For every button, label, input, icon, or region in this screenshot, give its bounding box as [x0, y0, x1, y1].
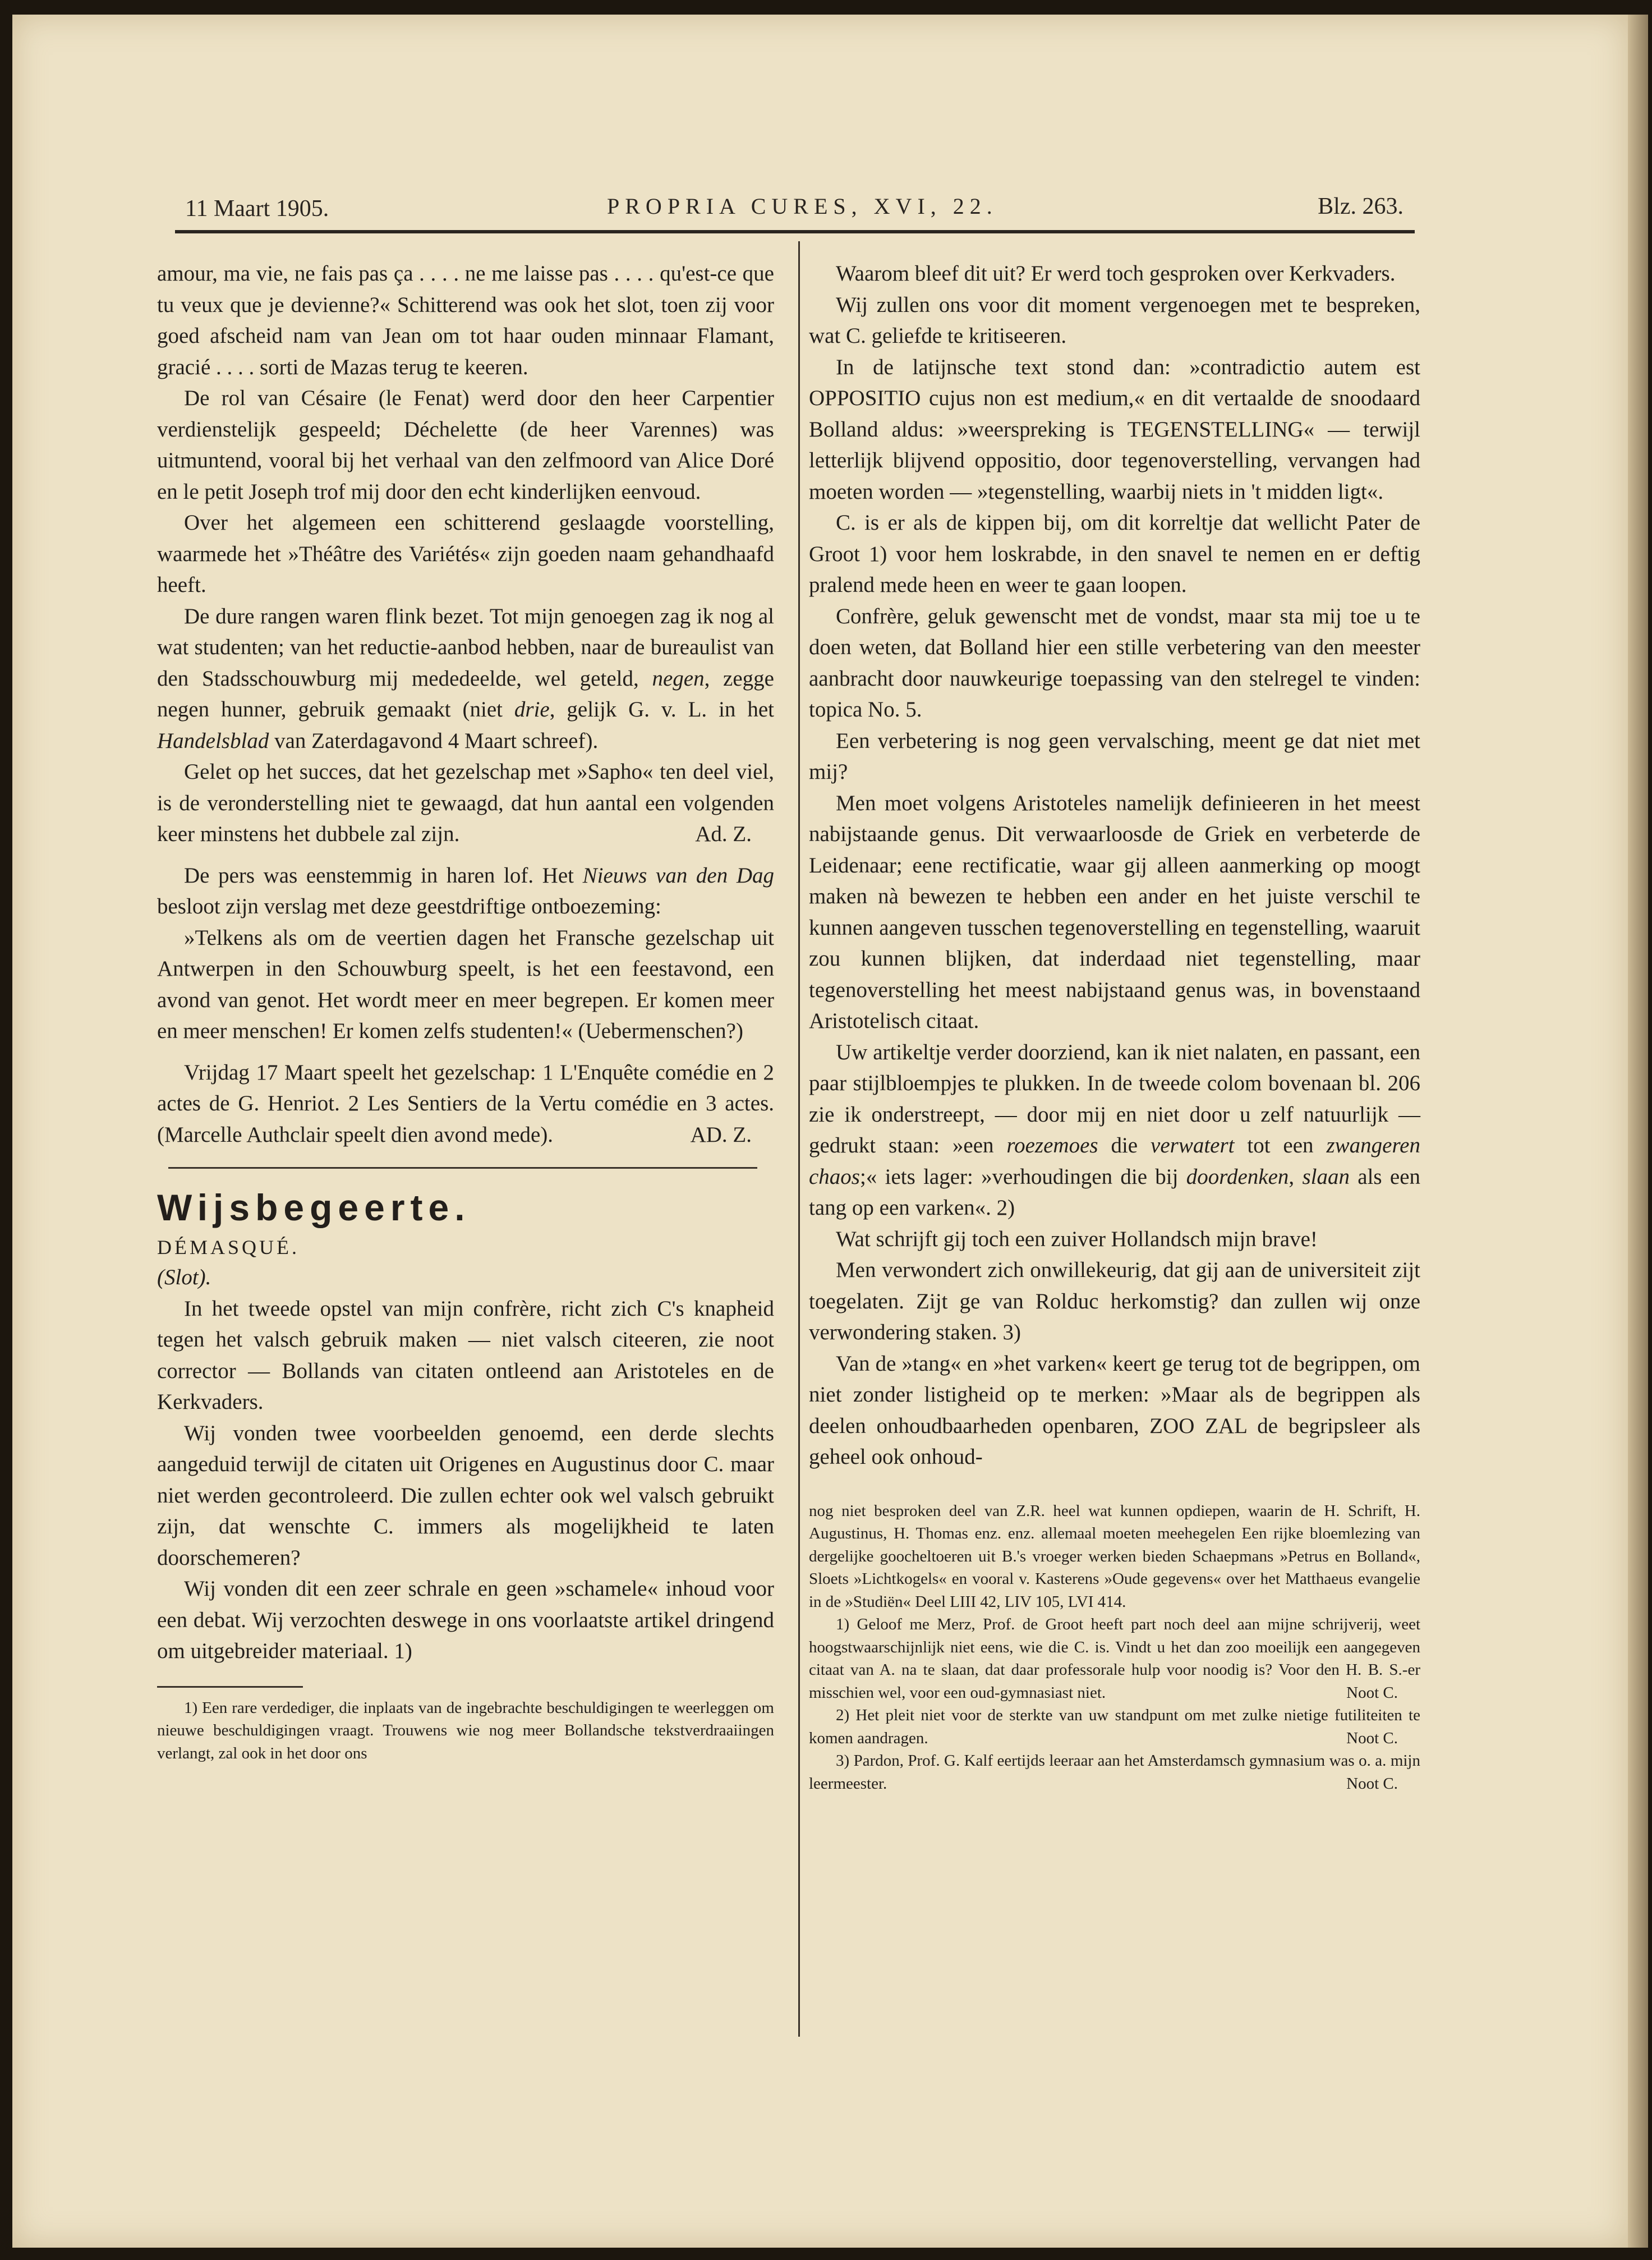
paragraph: Over het algemeen een schitterend geslaagde voorstelling, waarmede het »Théâtre des Variétés« zijn goeden naam gehandhaafd heeft. — [157, 511, 774, 597]
header-rule — [175, 230, 1415, 233]
paragraph: De dure rangen waren flink bezet. Tot mijn genoegen zag ik nog al wat studenten; van het reductie-aanbod hebben, naar de bureaulist van den Stadsschouwburg mij mededeelde, wel geteld, negen, zegge negen hunner, gebruik gemaakt (niet drie, gelijk G. v. L. in het Handelsblad van Zaterdagavond 4 Maart schreef). — [157, 604, 774, 753]
article-subtitle: (Slot). — [157, 1265, 211, 1289]
paragraph: Wij zullen ons voor dit moment vergenoegen met te bespreken, wat C. geliefde te kritiseeren. — [809, 292, 1420, 348]
right-column — [809, 258, 1420, 1795]
paragraph: De rol van Césaire (le Fenat) werd door den heer Carpentier verdienstelijk gespeeld; Déchelette (de heer Varennes) was uitmuntend, vooral bij het verhaal van den zelfmoord van Alice Doré en le petit Joseph trof mij door den echt kinderlijken eenvoud. — [157, 386, 774, 504]
footnote-rule — [157, 1686, 303, 1688]
section-title: Wijsbegeerte. — [157, 1187, 471, 1228]
page-header — [175, 185, 1415, 230]
paragraph: Waarom bleef dit uit? Er werd toch gesproken over Kerkvaders. — [836, 261, 1396, 286]
footnote-signature: Noot C. — [1346, 1774, 1398, 1793]
paragraph: De pers was eenstemmig in haren lof. Het Nieuws van den Dag besloot zijn verslag met deze geestdriftige ontboezeming: — [157, 863, 774, 918]
paragraph: In het tweede opstel van mijn confrère, richt zich C's knapheid tegen het valsch gebruik maken — niet valsch citeeren, zie noot corrector — Bollands van citaten ontleend aan Aristoteles en de Kerkvaders. — [157, 1296, 774, 1414]
section-rule — [168, 1167, 757, 1169]
footnote: 2) Het pleit niet voor de sterkte van uw standpunt om met zulke nietige futiliteiten te komen aandragen. — [809, 1706, 1420, 1747]
journal-title: PROPRIA CURES, XVI, 22. — [607, 194, 998, 219]
signature: AD. Z. — [690, 1122, 752, 1147]
paragraph: Wat schrijft gij toch een zuiver Hollandsch mijn brave! — [836, 1227, 1318, 1251]
footnote: 1) Geloof me Merz, Prof. de Groot heeft part noch deel aan mijne schrijverij, weet hoogstwaarschijnlijk niet eens, wie die C. is. Vindt u het dan zoo moeilijk een aangegeven citaat van A. na te slaan, dat daar professorale hulp voor noodig is? Voor den H. B. S.-er misschien wel, voor een oud-gymnasiast niet. — [809, 1615, 1420, 1702]
footnotes — [809, 1500, 1420, 1795]
footnote: nog niet besproken deel van Z.R. heel wat kunnen opdiepen, waarin de H. Schrift, H. Augustinus, H. Thomas enz. enz. allemaal moeten meehegelen Een rijke bloemlezing van dergelijke goocheltoeren uit B.'s vroeger werken bieden Schaepmans »Petrus en Bolland«, Sloets »Lichtkogels« en vooral v. Kasterens »Oude gegevens« over het Matthaeus evangelie in de »Studiën« Deel LIII 42, LIV 105, LVI 414. — [809, 1501, 1420, 1611]
paragraph: amour, ma vie, ne fais pas ça . . . . ne me laisse pas . . . . qu'est-ce que tu veux que je devienne?« Schitterend was ook het slot, toen zij voor goed afscheid nam van Jean om tot haar ouden minnaar Flamant, gracié . . . . sorti de Mazas terug te keeren. — [157, 261, 774, 379]
paragraph: Een verbetering is nog geen vervalsching, meent ge dat niet met mij? — [809, 728, 1420, 784]
footnote-signature: Noot C. — [1346, 1683, 1398, 1702]
paragraph: Van de »tang« en »het varken« keert ge terug tot de begrippen, om niet zonder listigheid op te merken: »Maar als de begrippen als deelen onhoudbaarheden openbaren, ZOO ZAL de begripsleer als geheel ook onhoud- — [809, 1351, 1420, 1469]
paragraph: Men verwondert zich onwillekeurig, dat gij aan de universiteit zijt toegelaten. Zijt ge van Rolduc herkomstig? dan zullen wij onze verwondering staken. 3) — [809, 1258, 1420, 1344]
footnote: 3) Pardon, Prof. G. Kalf eertijds leeraar aan het Amsterdamsch gymnasium was o. a. mijn leermeester. — [809, 1752, 1420, 1793]
column-divider — [798, 241, 800, 2037]
issue-date: 11 Maart 1905. — [185, 196, 329, 222]
paragraph: In de latijnsche text stond dan: »contradictio autem est OPPOSITIO cujus non est medium,« en dit vertaalde de snoodaard Bolland aldus: »weerspreking is TEGENSTELLING« — terwijl letterlijk blijvend oppositio, door tegenoverstelling, vervangen had moeten worden — »tegenstelling, waarbij niets in 't midden ligt«. — [809, 355, 1420, 504]
paragraph: C. is er als de kippen bij, om dit korreltje dat wellicht Pater de Groot 1) voor hem loskrabde, in den snavel te nemen en er deftig pralend mede heen en weer te gaan loopen. — [809, 511, 1420, 597]
paragraph: Vrijdag 17 Maart speelt het gezelschap: 1 L'Enquête comédie en 2 actes de G. Henriot. 2 Les Sentiers de la Vertu comédie en 3 actes. (Marcelle Authclair speelt dien avond mede). — [157, 1060, 774, 1147]
article-title: DÉMASQUÉ. — [157, 1236, 300, 1258]
paragraph: Wij vonden dit een zeer schrale en geen »schamele« inhoud voor een debat. Wij verzochten deswege in ons voorlaatste artikel dringend om uitgebreider materiaal. 1) — [157, 1577, 774, 1663]
footnote: 1) Een rare verdediger, die inplaats van de ingebrachte beschuldigingen te weerleggen om nieuwe beschuldigingen vraagt. Trouwens wie nog meer Bollandsche tekstverdraaiingen verlangt, zal ook in het door ons — [157, 1698, 774, 1762]
quote-paragraph: »Telkens als om de veertien dagen het Fransche gezelschap uit Antwerpen in den Schouwburg speelt, is het een feestavond, een avond van genot. Het wordt meer en meer begrepen. Er komen meer en meer menschen! Er komen zelfs studenten!« (Uebermenschen?) — [157, 925, 774, 1043]
paragraph: Gelet op het succes, dat het gezelschap met »Sapho« ten deel viel, is de veronderstelling niet te gewaagd, dat hun aantal een volgenden keer minstens het dubbele zal zijn. — [157, 760, 774, 846]
signature: Ad. Z. — [695, 822, 752, 846]
page-number: Blz. 263. — [1318, 194, 1403, 219]
paragraph: Uw artikeltje verder doorziend, kan ik niet nalaten, en passant, een paar stijlbloempjes te plukken. In de tweede colom bovenaan bl. 206 zie ik onderstreept, — door mij en niet door u zelf natuurlijk — gedrukt staan: »een roezemoes die verwatert tot een zwangeren chaos;« iets lager: »verhoudingen die bij doordenken, slaan als een tang op een varken«. 2) — [809, 1040, 1421, 1220]
paragraph: Wij vonden twee voorbeelden genoemd, een derde slechts aangeduid terwijl de citaten uit Origenes en Augustinus door C. maar niet werden gecontroleerd. Die zullen echter ook wel valsch gebruikt zijn, dat wenschte C. immers als mogelijkheid te laten doorschemeren? — [157, 1421, 774, 1570]
footnote-signature: Noot C. — [1346, 1729, 1398, 1747]
page-edge — [1628, 15, 1648, 2248]
paragraph: Confrère, geluk gewenscht met de vondst, maar sta mij toe u te doen weten, dat Bolland hier een stille verbetering van den meester aanbracht door nauwkeurige toepassing van den stelregel te vinden: topica No. 5. — [809, 604, 1420, 722]
left-column — [157, 258, 774, 1765]
paragraph: Men moet volgens Aristoteles namelijk definieeren in het meest nabijstaande genus. Dit verwaarloosde de Griek en verbeterde de Leidenaar; eene rectificatie, waar gij alleen aanmerking op moogt maken nà bewezen te hebben een ander en het juiste verschil te kunnen aangeven tusschen tegenoverstelling en tegenstelling, waaruit zou kunnen blijken, dat inderdaad niet tegenstelling, maar tegenoverstelling het meest nabijstaand genus was, in bovenstaand Aristotelisch citaat. — [809, 791, 1420, 1033]
